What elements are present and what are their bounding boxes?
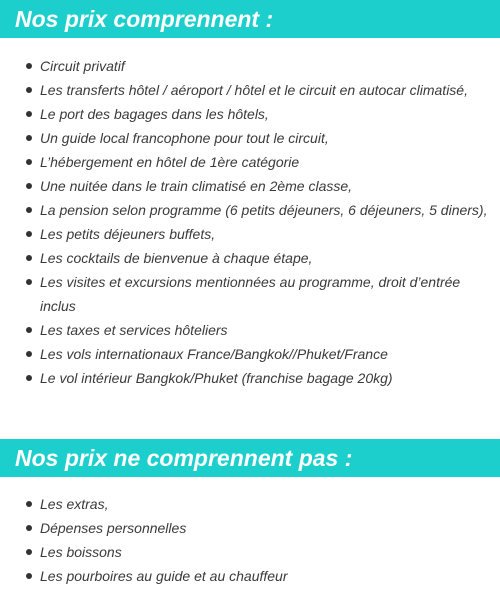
bullet-icon <box>26 351 32 357</box>
list-item-text: Le port des bagages dans les hôtels, <box>40 106 269 122</box>
list-item <box>0 198 500 222</box>
list-item-text: L’hébergement en hôtel de 1ère catégorie <box>40 154 300 170</box>
list-item <box>0 102 500 126</box>
list-item-text: Les taxes et services hôteliers <box>40 322 228 338</box>
list-item <box>0 150 500 174</box>
list-item <box>0 564 500 588</box>
bullet-icon <box>26 231 32 237</box>
bullet-icon <box>26 111 32 117</box>
excluded-heading <box>0 439 500 477</box>
list-item <box>0 270 500 318</box>
list-item-text: Circuit privatif <box>40 58 125 74</box>
included-list <box>0 54 500 390</box>
bullet-icon <box>26 159 32 165</box>
list-item-text: Les visites et excursions mentionnées au programme, droit d’entrée inclus <box>40 274 461 314</box>
list-item <box>0 342 500 366</box>
list-item-text: Les extras, <box>40 496 109 512</box>
bullet-icon <box>26 573 32 579</box>
bullet-icon <box>26 525 32 531</box>
included-heading <box>0 0 500 38</box>
list-item-text: Dépenses personnelles <box>40 520 187 536</box>
bullet-icon <box>26 87 32 93</box>
list-item <box>0 366 500 390</box>
list-item <box>0 222 500 246</box>
list-item <box>0 540 500 564</box>
list-item <box>0 516 500 540</box>
list-item <box>0 318 500 342</box>
list-item <box>0 78 500 102</box>
bullet-icon <box>26 549 32 555</box>
list-item-text: Les transferts hôtel / aéroport / hôtel et le circuit en autocar climatisé, <box>40 82 468 98</box>
bullet-icon <box>26 183 32 189</box>
bullet-icon <box>26 279 32 285</box>
bullet-icon <box>26 135 32 141</box>
list-item <box>0 246 500 270</box>
list-item-text: Les vols internationaux France/Bangkok//Phuket/France <box>40 346 388 362</box>
list-item-text: Une nuitée dans le train climatisé en 2ème classe, <box>40 178 353 194</box>
bullet-icon <box>26 255 32 261</box>
list-item <box>0 54 500 78</box>
list-item-text: Les petits déjeuners buffets, <box>40 226 216 242</box>
bullet-icon <box>26 207 32 213</box>
list-item-text: Le vol intérieur Bangkok/Phuket (franchise bagage 20kg) <box>40 370 393 386</box>
list-item-text: Les boissons <box>40 544 122 560</box>
list-item <box>0 126 500 150</box>
list-item <box>0 174 500 198</box>
bullet-icon <box>26 501 32 507</box>
excluded-heading-text: Nos prix ne comprennent pas : <box>15 445 353 471</box>
bullet-icon <box>26 327 32 333</box>
list-item <box>0 492 500 516</box>
list-item-text: Les cocktails de bienvenue à chaque étape, <box>40 250 313 266</box>
excluded-list <box>0 492 500 588</box>
list-item-text: Un guide local francophone pour tout le circuit, <box>40 130 329 146</box>
bullet-icon <box>26 63 32 69</box>
included-heading-text: Nos prix comprennent : <box>15 6 274 32</box>
list-item-text: Les pourboires au guide et au chauffeur <box>40 568 288 584</box>
bullet-icon <box>26 375 32 381</box>
list-item-text: La pension selon programme (6 petits déjeuners, 6 déjeuners, 5 diners), <box>40 202 488 218</box>
